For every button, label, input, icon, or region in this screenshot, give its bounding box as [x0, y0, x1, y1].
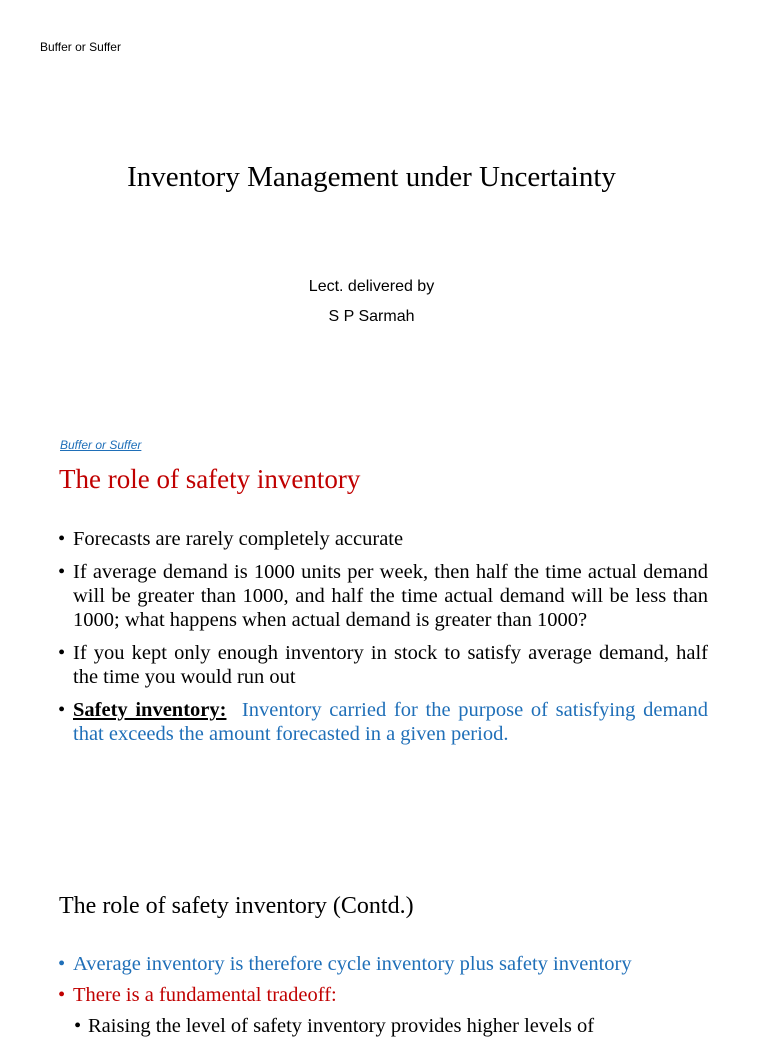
bullet-icon: •	[74, 1015, 82, 1037]
slide2-header-link[interactable]: Buffer or Suffer	[60, 438, 142, 452]
list-item	[58, 983, 708, 1007]
bullet-icon: •	[58, 953, 66, 975]
slide1-title: Inventory Management under Uncertainty	[127, 161, 616, 193]
bullet-icon: •	[58, 984, 66, 1006]
bullet-text: There is a fundamental tradeoff:	[73, 984, 337, 1006]
list-item	[58, 952, 708, 976]
bullet-icon: •	[58, 561, 66, 583]
bullet-icon: •	[58, 642, 66, 664]
slide3-title: The role of safety inventory (Contd.)	[59, 893, 414, 919]
definition-text: Inventory carried for the purpose of satisfying demand that exceeds the amount forecasted in a given period.	[73, 699, 708, 745]
list-item	[58, 560, 708, 632]
bullet-text: Forecasts are rarely completely accurate	[73, 528, 404, 550]
definition-term: Safety inventory:	[73, 699, 227, 721]
bullet-icon: •	[58, 528, 66, 550]
slide1-header: Buffer or Suffer	[40, 40, 121, 54]
bullet-text: If average demand is 1000 units per week, then half the time actual demand will be greater than 1000, and half the time actual demand will be less than 1000; what happens when actual demand is greater than 1000?	[73, 561, 708, 631]
bullet-text: If you kept only enough inventory in stock to satisfy average demand, half the time you would run out	[73, 642, 708, 688]
slide1-subtitle-line1: Lect. delivered by	[308, 278, 435, 295]
slide2-title: The role of safety inventory	[59, 464, 361, 494]
slide1-subtitle-line2: S P Sarmah	[328, 308, 415, 325]
sub-list-item	[58, 1014, 708, 1038]
bullet-icon: •	[58, 699, 66, 721]
sub-bullet-text: Raising the level of safety inventory provides higher levels of	[88, 1015, 595, 1037]
list-item	[58, 527, 708, 551]
list-item	[58, 641, 708, 689]
bullet-text: Average inventory is therefore cycle inventory plus safety inventory	[73, 953, 632, 975]
definition-item	[58, 698, 708, 746]
slide2-bullet-list	[58, 527, 708, 746]
slide3-bullet-list	[58, 952, 708, 1038]
